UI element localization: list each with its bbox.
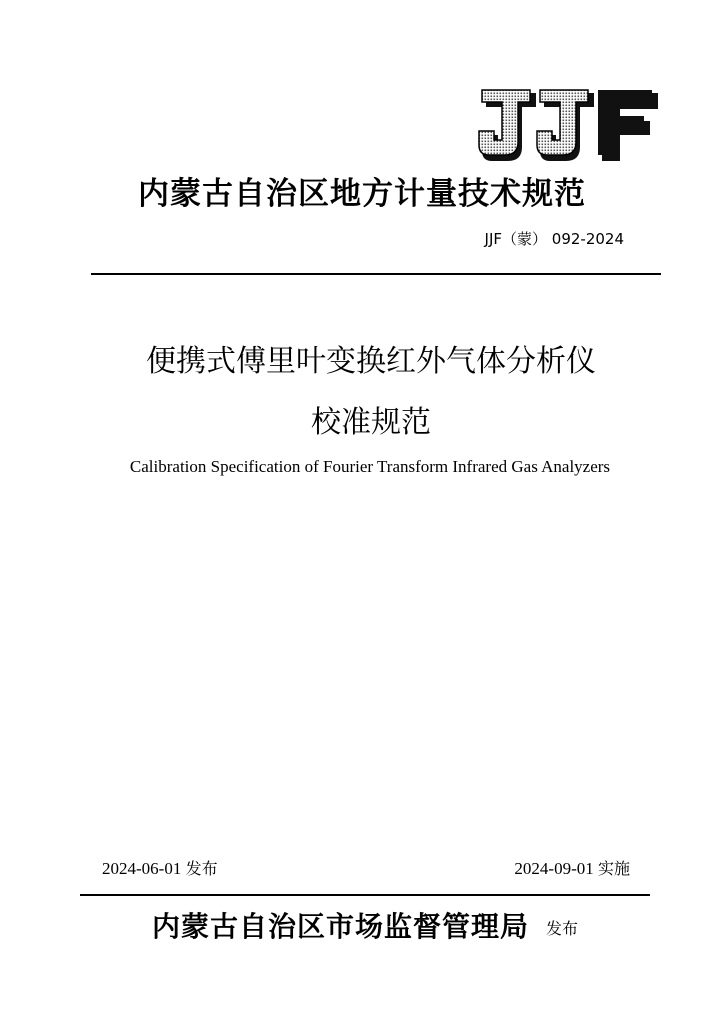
header-divider: [91, 273, 661, 275]
implement-date: 2024-09-01: [514, 859, 594, 878]
footer-divider: [80, 894, 650, 896]
implement-label: 实施: [597, 859, 630, 878]
publish-label: 发布: [185, 859, 218, 878]
document-title-line-2: 校准规范: [311, 405, 431, 440]
publish-date: 2024-06-01: [102, 859, 182, 878]
issuer-action: 发布: [546, 918, 579, 938]
jjf-logo-graphic: [478, 89, 660, 163]
issuer-name: 内蒙古自治区市场监督管理局: [151, 910, 529, 943]
jjf-logo: [478, 89, 660, 163]
document-title-line-1: 便携式傅里叶变换红外气体分析仪: [146, 344, 596, 379]
issuer-block: [0, 907, 724, 947]
implement-date-block: [514, 857, 630, 881]
english-title: Calibration Specification of Fourier Transform Infrared Gas Analyzers: [129, 457, 611, 476]
document-number: JJF（蒙） 092-2024: [484, 230, 624, 248]
publish-date-block: [102, 857, 218, 881]
series-title: 内蒙古自治区地方计量技术规范: [138, 176, 586, 212]
